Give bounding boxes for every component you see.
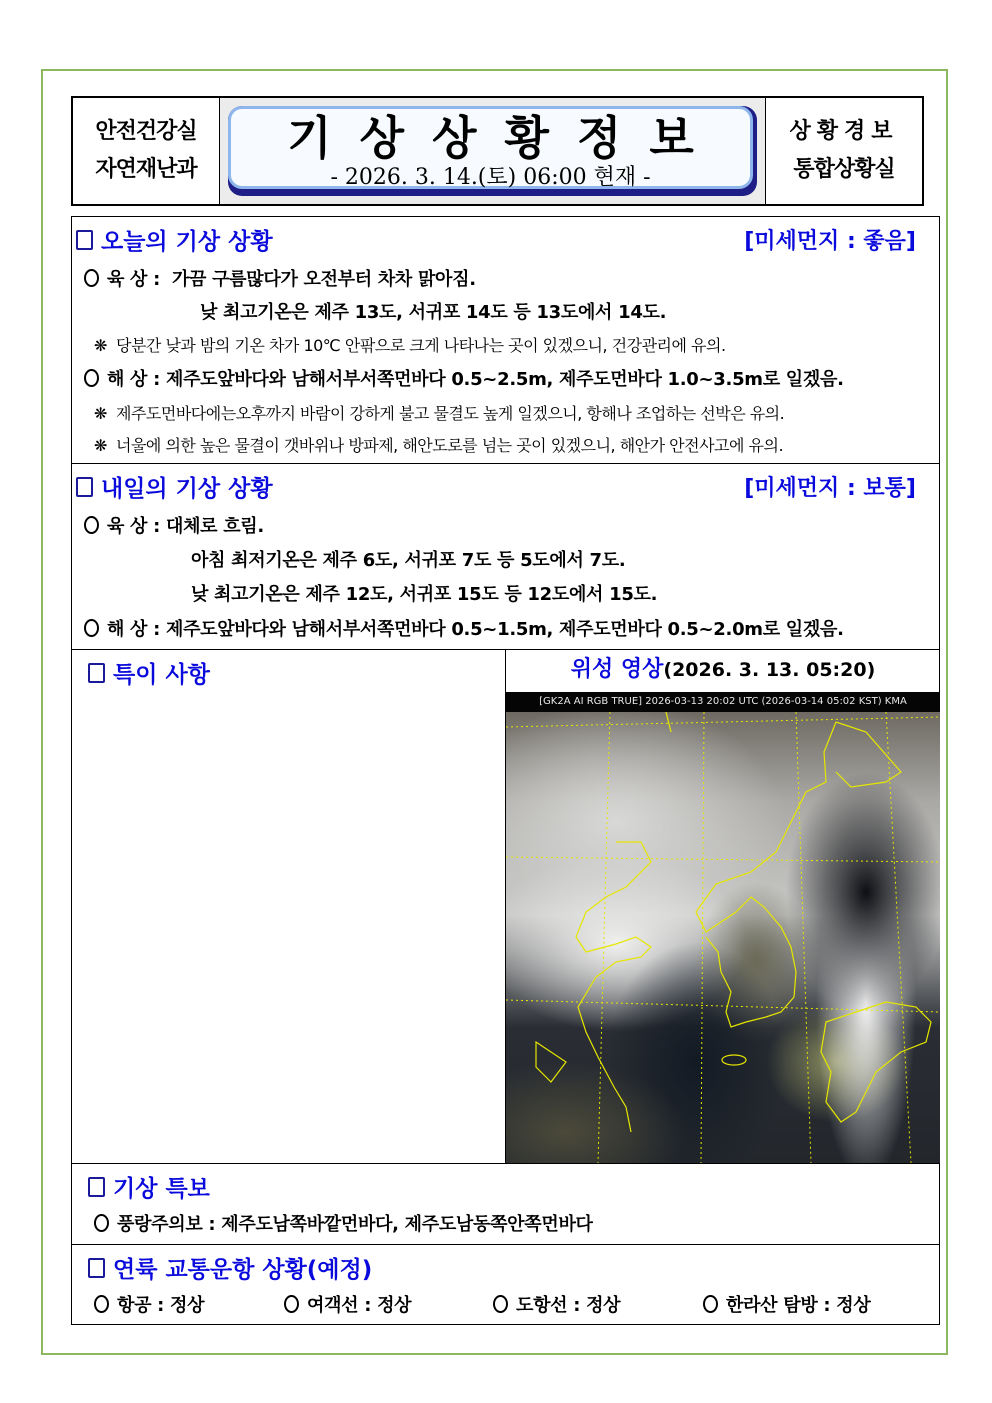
asterisk-icon: ❋	[94, 404, 107, 423]
title-banner	[228, 106, 753, 189]
traffic-label: 항공 : 정상	[117, 1295, 205, 1316]
sea-text: 제주도앞바다와 남해서부서쪽먼바다 0.5~2.5m, 제주도먼바다 1.0~3.5m로 일겠음.	[165, 369, 844, 390]
checkbox-icon	[88, 1177, 105, 1197]
tomorrow-weather-section	[71, 463, 940, 650]
land-min-temperature: 아침 최저기온은 제주 6도, 서귀포 7도 등 5도에서 7도.	[191, 550, 626, 571]
sea-text: 제주도앞바다와 남해서부서쪽먼바다 0.5~1.5m, 제주도먼바다 0.5~2.0m로 일겠음.	[165, 619, 844, 640]
section-heading	[76, 223, 916, 256]
special-notes-section	[71, 649, 940, 1164]
traffic-label: 여객선 : 정상	[307, 1295, 412, 1316]
land-label: 육 상 :	[107, 269, 161, 290]
asterisk-icon: ❋	[94, 436, 107, 455]
circle-bullet-icon	[84, 619, 99, 637]
weather-warning-section	[71, 1163, 940, 1245]
section-heading	[88, 1251, 372, 1284]
section-heading	[88, 1170, 210, 1203]
section-title: 기상 특보	[113, 1176, 210, 1202]
satellite-heading	[506, 650, 940, 692]
circle-bullet-icon	[84, 516, 99, 534]
traffic-label: 한라산 탐방 : 정상	[726, 1295, 871, 1316]
sea-label: 해 상 :	[107, 619, 161, 640]
note-text: 너울에 의한 높은 물결이 갯바위나 방파제, 해안도로를 넘는 곳이 있겠으니, 해안가 안전사고에 유의.	[116, 436, 784, 455]
note-text: 제주도먼바다에는오후까지 바람이 강하게 불고 물결도 높게 일겠으니, 항해나 조업하는 선박은 유의.	[116, 404, 785, 423]
land-text: 대체로 흐림.	[165, 516, 264, 537]
checkbox-icon	[88, 1258, 105, 1278]
section-title: 특이 사항	[113, 662, 210, 688]
land-label: 육 상 :	[107, 516, 161, 537]
satellite-date: (2026. 3. 13. 05:20)	[663, 659, 876, 681]
traffic-item-air	[94, 1291, 204, 1317]
section-title: 오늘의 기상 상황	[101, 229, 273, 255]
warning-text: 풍랑주의보 : 제주도남쪽바깥먼바다, 제주도남동쪽안쪽먼바다	[117, 1214, 593, 1235]
land-forecast	[84, 265, 476, 291]
circle-bullet-icon	[94, 1295, 109, 1313]
department-line1: 안전건강실	[95, 119, 197, 144]
sea-forecast	[84, 365, 844, 391]
note-swell	[94, 433, 783, 456]
section-heading	[76, 470, 916, 503]
section-heading	[88, 656, 210, 689]
sea-forecast	[84, 615, 844, 641]
satellite-image	[506, 712, 940, 1163]
circle-bullet-icon	[84, 269, 99, 287]
traffic-label: 도항선 : 정상	[516, 1295, 621, 1316]
satellite-panel	[505, 650, 940, 1163]
satellite-map-overlay	[506, 712, 940, 1163]
today-weather-section	[71, 216, 940, 464]
note-text: 당분간 낮과 밤의 기온 차가 10℃ 안팎으로 크게 나타나는 곳이 있겠으니, 건강관리에 유의.	[116, 336, 726, 355]
checkbox-icon	[76, 477, 93, 497]
title-panel	[220, 98, 765, 204]
fine-dust-status: [미세먼지 : 보통]	[744, 476, 916, 501]
checkbox-icon	[88, 663, 105, 683]
note-wind	[94, 401, 784, 424]
satellite-caption: [GK2A AI RGB TRUE] 2026-03-13 20:02 UTC (2026-03-14 05:02 KST) KMA	[506, 692, 940, 712]
land-forecast	[84, 512, 264, 538]
traffic-item-hallasan	[703, 1291, 870, 1317]
asterisk-icon: ❋	[94, 336, 107, 355]
department-label	[73, 98, 220, 204]
page-title: 기상상황정보	[287, 111, 722, 165]
section-title: 내일의 기상 상황	[101, 476, 273, 502]
department-line2: 자연재난과	[95, 157, 197, 182]
report-header	[71, 96, 924, 206]
sea-label: 해 상 :	[107, 369, 161, 390]
title-banner-shadow	[228, 106, 757, 196]
traffic-item-ferry	[493, 1291, 620, 1317]
circle-bullet-icon	[94, 1214, 109, 1232]
note-temperature	[94, 333, 726, 356]
traffic-item-passenger-ship	[284, 1291, 411, 1317]
warning-item	[94, 1210, 593, 1236]
circle-bullet-icon	[703, 1295, 718, 1313]
land-text: 가끔 구름많다가 오전부터 차차 맑아짐.	[171, 269, 476, 290]
satellite-title: 위성 영상	[570, 657, 664, 682]
office-line1: 상황경보	[789, 119, 899, 144]
circle-bullet-icon	[284, 1295, 299, 1313]
land-max-temperature: 낮 최고기온은 제주 12도, 서귀포 15도 등 12도에서 15도.	[191, 584, 658, 605]
report-datetime: - 2026. 3. 14.(토) 06:00 현재 -	[330, 165, 651, 190]
fine-dust-status: [미세먼지 : 좋음]	[744, 229, 916, 254]
section-title: 연륙 교통운항 상황(예정)	[113, 1257, 373, 1283]
circle-bullet-icon	[84, 369, 99, 387]
traffic-status-section	[71, 1244, 940, 1325]
land-temperature: 낮 최고기온은 제주 13도, 서귀포 14도 등 13도에서 14도.	[200, 302, 667, 323]
office-label	[765, 98, 922, 204]
circle-bullet-icon	[493, 1295, 508, 1313]
checkbox-icon	[76, 230, 93, 250]
office-line2: 통합상황실	[793, 157, 895, 182]
